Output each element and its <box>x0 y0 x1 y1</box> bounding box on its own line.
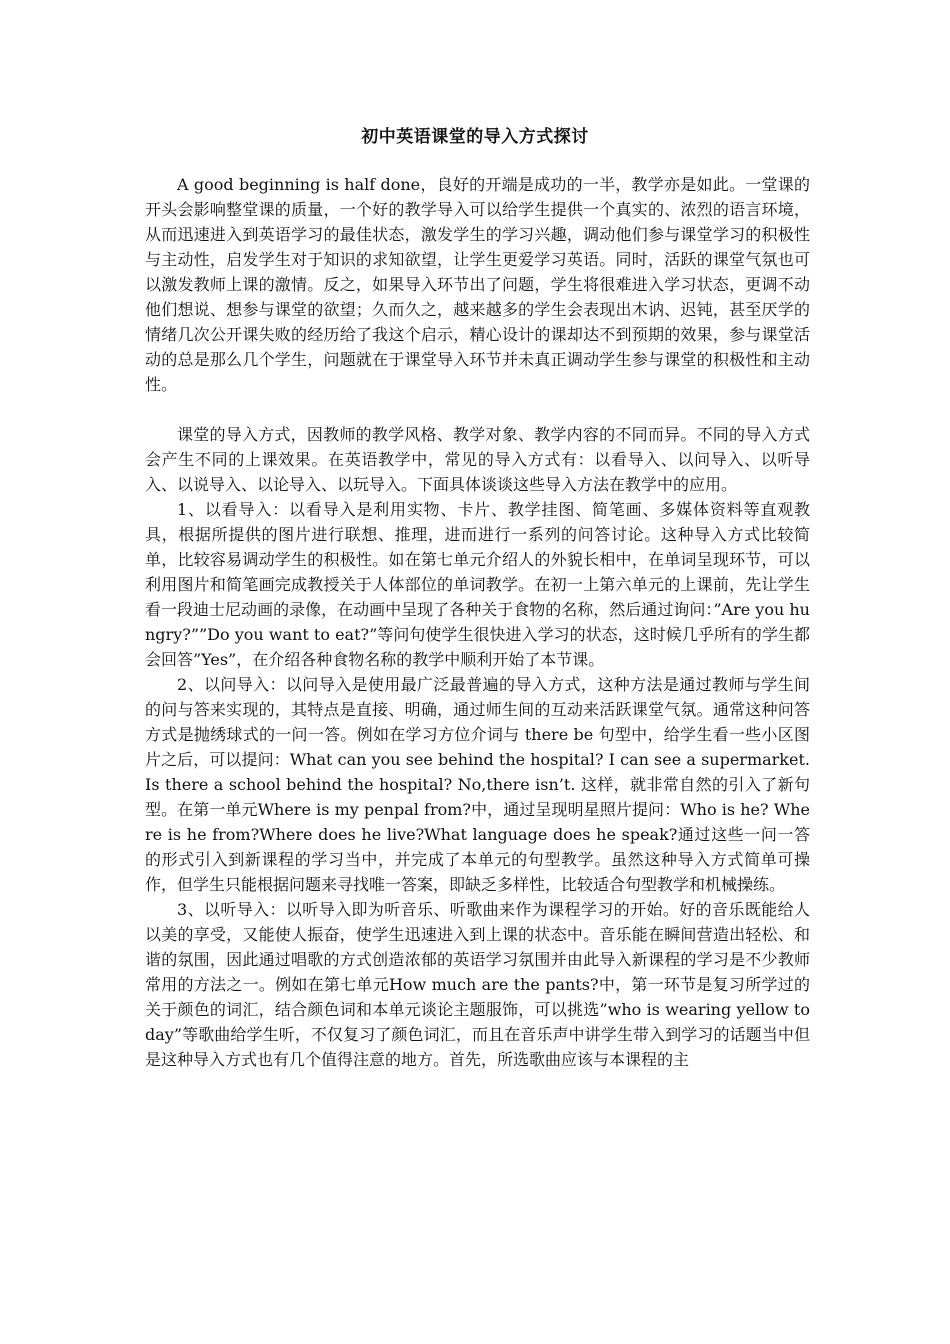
paragraph-method-look: 1、以看导入：以看导入是利用实物、卡片、教学挂图、简笔画、多媒体资料等直观教具，根据所提供的图片进行联想、推理，进而进行一系列的问答讨论。这种导入方式比较简单，比较容易调动学生的积极性。如在第七单元介绍人的外貌长相中，在单词呈现环节，可以利用图片和简笔画完成教授关于人体部位的单词教学。在初一上第六单元的上课前，先让学生看一段迪士尼动画的录像，在动画中呈现了各种关于食物的名称，然后通过询问：”Are you hungry?””Do you want to eat?”等问句使学生很快进入学习的状态，这时候几乎所有的学生都会回答”Yes”，在介绍各种食物名称的教学中顺利开始了本节课。 <box>145 500 810 669</box>
document-body <box>145 172 810 1072</box>
document-title: 初中英语课堂的导入方式探讨 <box>361 127 589 147</box>
paragraph-method-listen: 3、以听导入：以听导入即为听音乐、听歌曲来作为课程学习的开始。好的音乐既能给人以美的享受，又能使人振奋，使学生迅速进入到上课的状态中。音乐能在瞬间营造出轻松、和谐的氛围，因此通过唱歌的方式创造浓郁的英语学习氛围并由此导入新课程的学习是不少教师常用的方法之一。例如在第七单元How much are the pants?中，第一环节是复习所学过的关于颜色的词汇，结合颜色词和本单元谈论主题服饰，可以挑选”who is wearing yellow today”等歌曲给学生听，不仅复习了颜色词汇，而且在音乐声中讲学生带入到学习的话题当中但是这种导入方式也有几个值得注意的地方。首先，所选歌曲应该与本课程的主 <box>145 900 810 1069</box>
paragraph-intro: A good beginning is half done，良好的开端是成功的一半，教学亦是如此。一堂课的开头会影响整堂课的质量，一个好的教学导入可以给学生提供一个真实的、浓烈的语言环境，从而迅速进入到英语学习的最佳状态，激发学生的学习兴趣，调动他们参与课堂学习的积极性与主动性，启发学生对于知识的求知欲望，让学生更爱学习英语。同时，活跃的课堂气氛也可以激发教师上课的激情。反之，如果导入环节出了问题，学生将很难进入学习状态，更调不动他们想说、想参与课堂的欲望；久而久之，越来越多的学生会表现出木讷、迟钝，甚至厌学的情绪几次公开课失败的经历给了我这个启示，精心设计的课却达不到预期的效果，参与课堂活动的总是那么几个学生，问题就在于课堂导入环节并未真正调动学生参与课堂的积极性和主动性。 <box>145 175 810 394</box>
paragraph-method-ask: 2、以问导入：以问导入是使用最广泛最普遍的导入方式，这种方法是通过教师与学生间的问与答来实现的，其特点是直接、明确，通过师生间的互动来活跃课堂气氛。通常这种问答方式是抛绣球式的一问一答。例如在学习方位介词与 there be 句型中，给学生看一些小区图片之后，可以提问：What can you see behind the hospital? I can see a supermarket. Is there a school behind the hospital? No,there isn’t. 这样，就非常自然的引入了新句型。在第一单元Where is my penpal from?中，通过呈现明星照片提问：Who is he? Where is he from?Where does he live?What language does he speak?通过这些一问一答的形式引入到新课程的学习当中，并完成了本单元的句型教学。虽然这种导入方式简单可操作，但学生只能根据问题来寻找唯一答案，即缺乏多样性，比较适合句型教学和机械操练。 <box>145 675 810 894</box>
paragraph-overview: 课堂的导入方式，因教师的教学风格、教学对象、教学内容的不同而异。不同的导入方式会产生不同的上课效果。在英语教学中，常见的导入方式有：以看导入、以问导入、以听导入、以说导入、以论导入、以玩导入。下面具体谈谈这些导入方法在教学中的应用。 <box>145 425 810 494</box>
